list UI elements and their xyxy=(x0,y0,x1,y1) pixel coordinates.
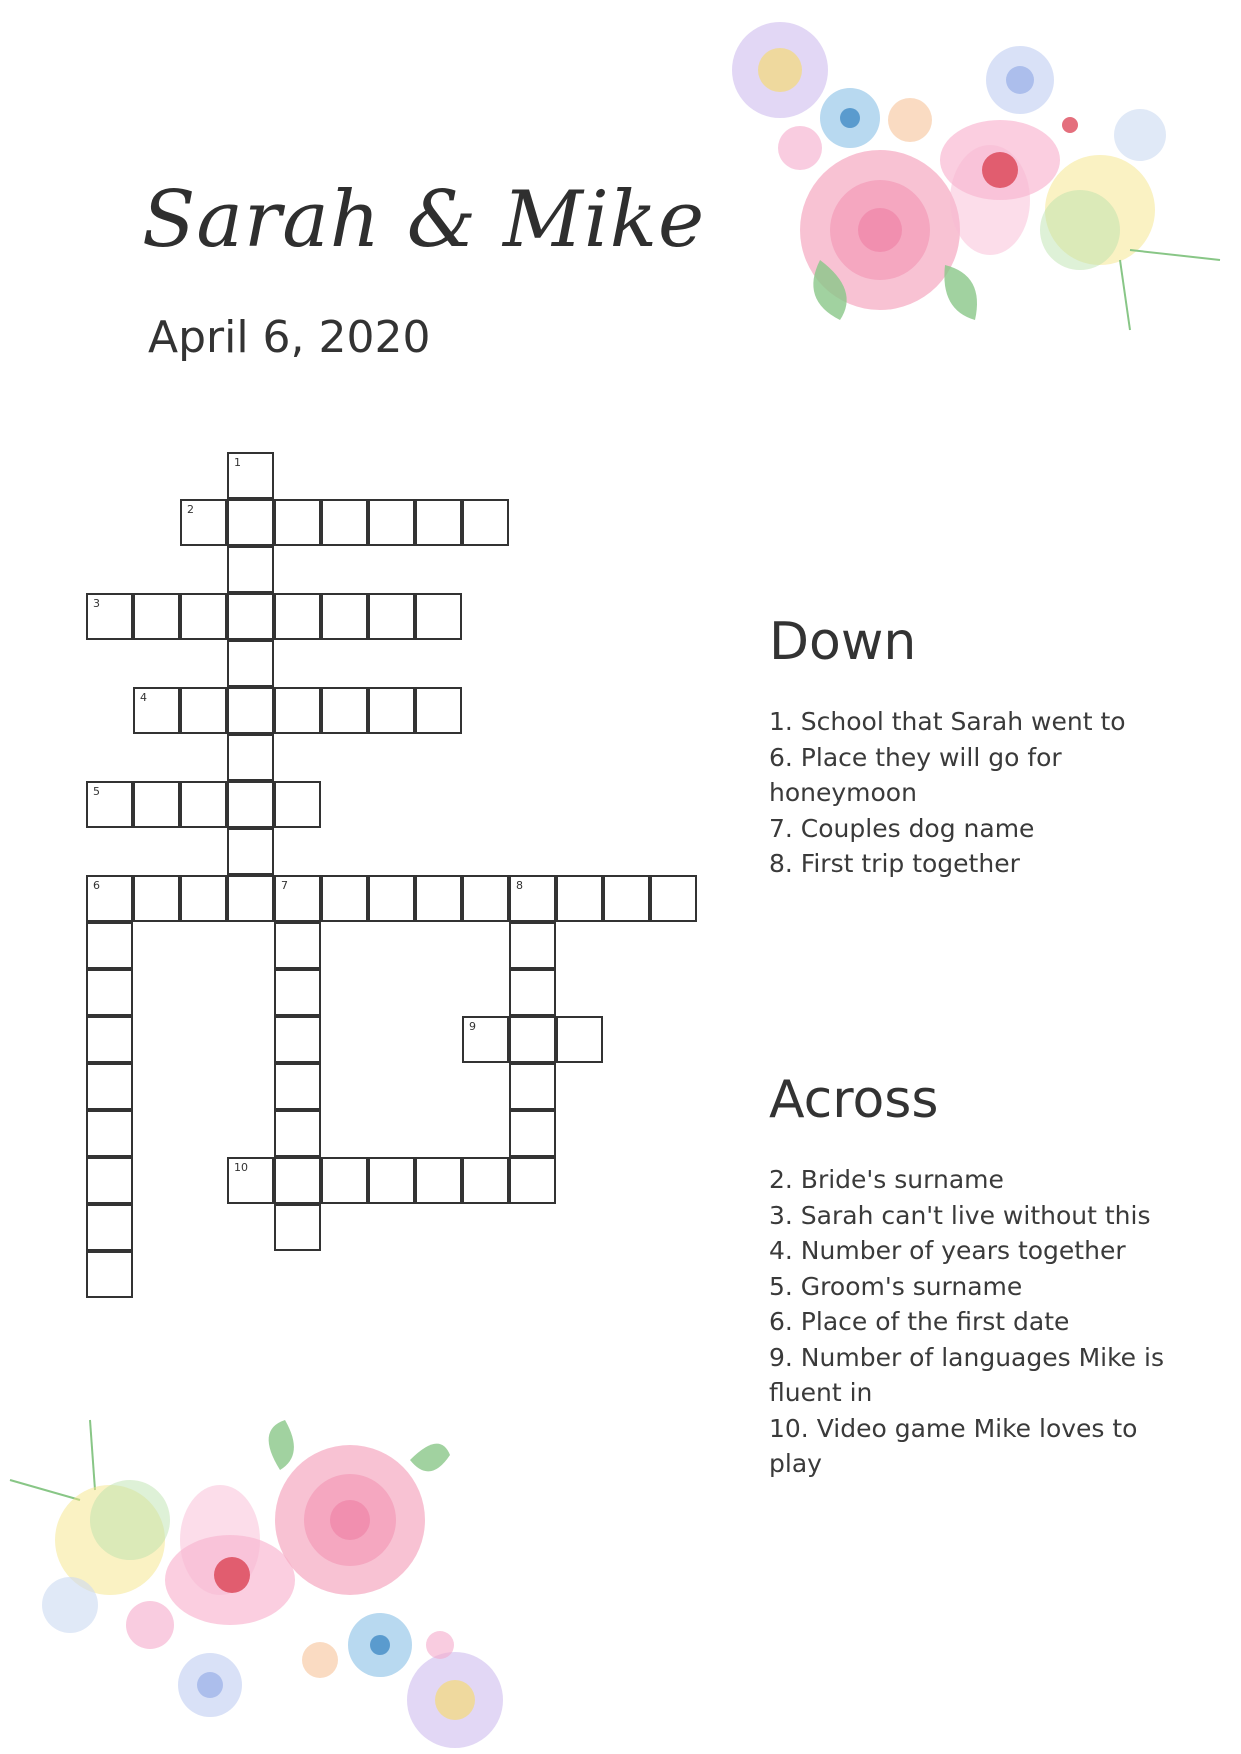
crossword-cell[interactable] xyxy=(274,781,321,828)
crossword-cell[interactable] xyxy=(509,875,556,922)
crossword-cell[interactable] xyxy=(180,875,227,922)
down-clue-8: 8. First trip together xyxy=(769,849,1020,878)
across-clue-5: 5. Groom's surname xyxy=(769,1271,1023,1301)
across-clue-6: 6. Place of the first date xyxy=(769,1307,1070,1336)
crossword-cell[interactable] xyxy=(180,781,227,828)
across-clue-9: 9. Number of languages Mike is fluent in xyxy=(769,1342,1164,1407)
down-clue-6: 6. Place they will go for honeymoon xyxy=(769,742,1062,807)
crossword-cell[interactable] xyxy=(133,687,180,734)
crossword-cell[interactable] xyxy=(368,1157,415,1204)
crossword-cell[interactable] xyxy=(368,593,415,640)
crossword-cell[interactable] xyxy=(86,1110,133,1157)
crossword-cell[interactable] xyxy=(227,499,274,546)
crossword-cell[interactable] xyxy=(368,687,415,734)
floral-decoration-top xyxy=(700,0,1241,340)
crossword-cell[interactable] xyxy=(274,687,321,734)
crossword-cell[interactable] xyxy=(227,546,274,593)
crossword-cell[interactable] xyxy=(415,687,462,734)
clue-number: 2 xyxy=(187,503,194,516)
crossword-cell[interactable] xyxy=(556,875,603,922)
clue-number: 7 xyxy=(281,879,288,892)
crossword-cell[interactable] xyxy=(274,969,321,1016)
crossword-cell[interactable] xyxy=(274,1016,321,1063)
crossword-cell[interactable] xyxy=(133,875,180,922)
crossword-cell[interactable] xyxy=(274,1204,321,1251)
clue-number: 9 xyxy=(469,1020,476,1033)
crossword-cell[interactable] xyxy=(462,499,509,546)
floral-decoration-bottom xyxy=(0,1400,530,1754)
crossword-cell[interactable] xyxy=(227,1157,274,1204)
clue-number: 10 xyxy=(234,1161,248,1174)
across-clue-10: 10. Video game Mike loves to play xyxy=(769,1413,1138,1478)
crossword-cell[interactable] xyxy=(603,875,650,922)
across-heading: Across xyxy=(769,1070,939,1130)
crossword-cell[interactable] xyxy=(509,1157,556,1204)
crossword-cell[interactable] xyxy=(462,1157,509,1204)
crossword-cell[interactable] xyxy=(509,969,556,1016)
crossword-cell[interactable] xyxy=(321,1157,368,1204)
crossword-cell[interactable] xyxy=(509,1110,556,1157)
crossword-cell[interactable] xyxy=(650,875,697,922)
crossword-cell[interactable] xyxy=(274,499,321,546)
down-clue-list xyxy=(769,704,1169,882)
crossword-cell[interactable] xyxy=(274,1110,321,1157)
down-clue-7: 7. Couples dog name xyxy=(769,813,1035,843)
crossword-cell[interactable] xyxy=(556,1016,603,1063)
crossword-cell[interactable] xyxy=(274,1063,321,1110)
across-clue-2: 2. Bride's surname xyxy=(769,1165,1004,1194)
across-clue-3: 3. Sarah can't live without this xyxy=(769,1200,1151,1230)
crossword-cell[interactable] xyxy=(227,781,274,828)
crossword-cell[interactable] xyxy=(86,1157,133,1204)
crossword-cell[interactable] xyxy=(86,1204,133,1251)
crossword-cell[interactable] xyxy=(415,1157,462,1204)
crossword-cell[interactable] xyxy=(321,875,368,922)
crossword-cell[interactable] xyxy=(415,499,462,546)
crossword-cell[interactable] xyxy=(227,640,274,687)
across-clue-list xyxy=(769,1162,1169,1482)
crossword-cell[interactable] xyxy=(509,1016,556,1063)
crossword-cell[interactable] xyxy=(321,687,368,734)
down-clues-section xyxy=(769,612,1169,882)
crossword-cell[interactable] xyxy=(86,969,133,1016)
crossword-cell[interactable] xyxy=(180,687,227,734)
crossword-cell[interactable] xyxy=(227,593,274,640)
clue-number: 1 xyxy=(234,456,241,469)
crossword-cell[interactable] xyxy=(86,1251,133,1298)
crossword-cell[interactable] xyxy=(368,499,415,546)
down-clue-1: 1. School that Sarah went to xyxy=(769,707,1126,736)
across-clue-4: 4. Number of years together xyxy=(769,1236,1126,1265)
crossword-cell[interactable] xyxy=(368,875,415,922)
crossword-cell[interactable] xyxy=(86,1063,133,1110)
crossword-cell[interactable] xyxy=(227,734,274,781)
crossword-cell[interactable] xyxy=(509,922,556,969)
clue-number: 8 xyxy=(516,879,523,892)
crossword-cell[interactable] xyxy=(86,781,133,828)
across-clues-section xyxy=(769,1070,1169,1482)
clue-number: 6 xyxy=(93,879,100,892)
crossword-cell[interactable] xyxy=(415,875,462,922)
down-heading: Down xyxy=(769,612,917,672)
crossword-cell[interactable] xyxy=(86,1016,133,1063)
crossword-cell[interactable] xyxy=(415,593,462,640)
crossword-cell[interactable] xyxy=(274,922,321,969)
crossword-cell[interactable] xyxy=(133,593,180,640)
couple-names-title: Sarah & Mike xyxy=(142,175,706,265)
clue-number: 4 xyxy=(140,691,147,704)
crossword-cell[interactable] xyxy=(227,687,274,734)
wedding-date: April 6, 2020 xyxy=(148,312,431,363)
crossword-cell[interactable] xyxy=(274,875,321,922)
crossword-cell[interactable] xyxy=(133,781,180,828)
crossword-cell[interactable] xyxy=(462,1016,509,1063)
crossword-cell[interactable] xyxy=(180,593,227,640)
clue-number: 3 xyxy=(93,597,100,610)
crossword-cell[interactable] xyxy=(462,875,509,922)
clue-number: 5 xyxy=(93,785,100,798)
crossword-cell[interactable] xyxy=(86,593,133,640)
crossword-cell[interactable] xyxy=(227,875,274,922)
crossword-cell[interactable] xyxy=(227,828,274,875)
crossword-cell[interactable] xyxy=(227,452,274,499)
crossword-cell[interactable] xyxy=(274,1157,321,1204)
crossword-cell[interactable] xyxy=(321,499,368,546)
crossword-cell[interactable] xyxy=(509,1063,556,1110)
crossword-cell[interactable] xyxy=(86,875,133,922)
crossword-cell[interactable] xyxy=(180,499,227,546)
crossword-cell[interactable] xyxy=(274,593,321,640)
crossword-cell[interactable] xyxy=(86,922,133,969)
crossword-cell[interactable] xyxy=(321,593,368,640)
